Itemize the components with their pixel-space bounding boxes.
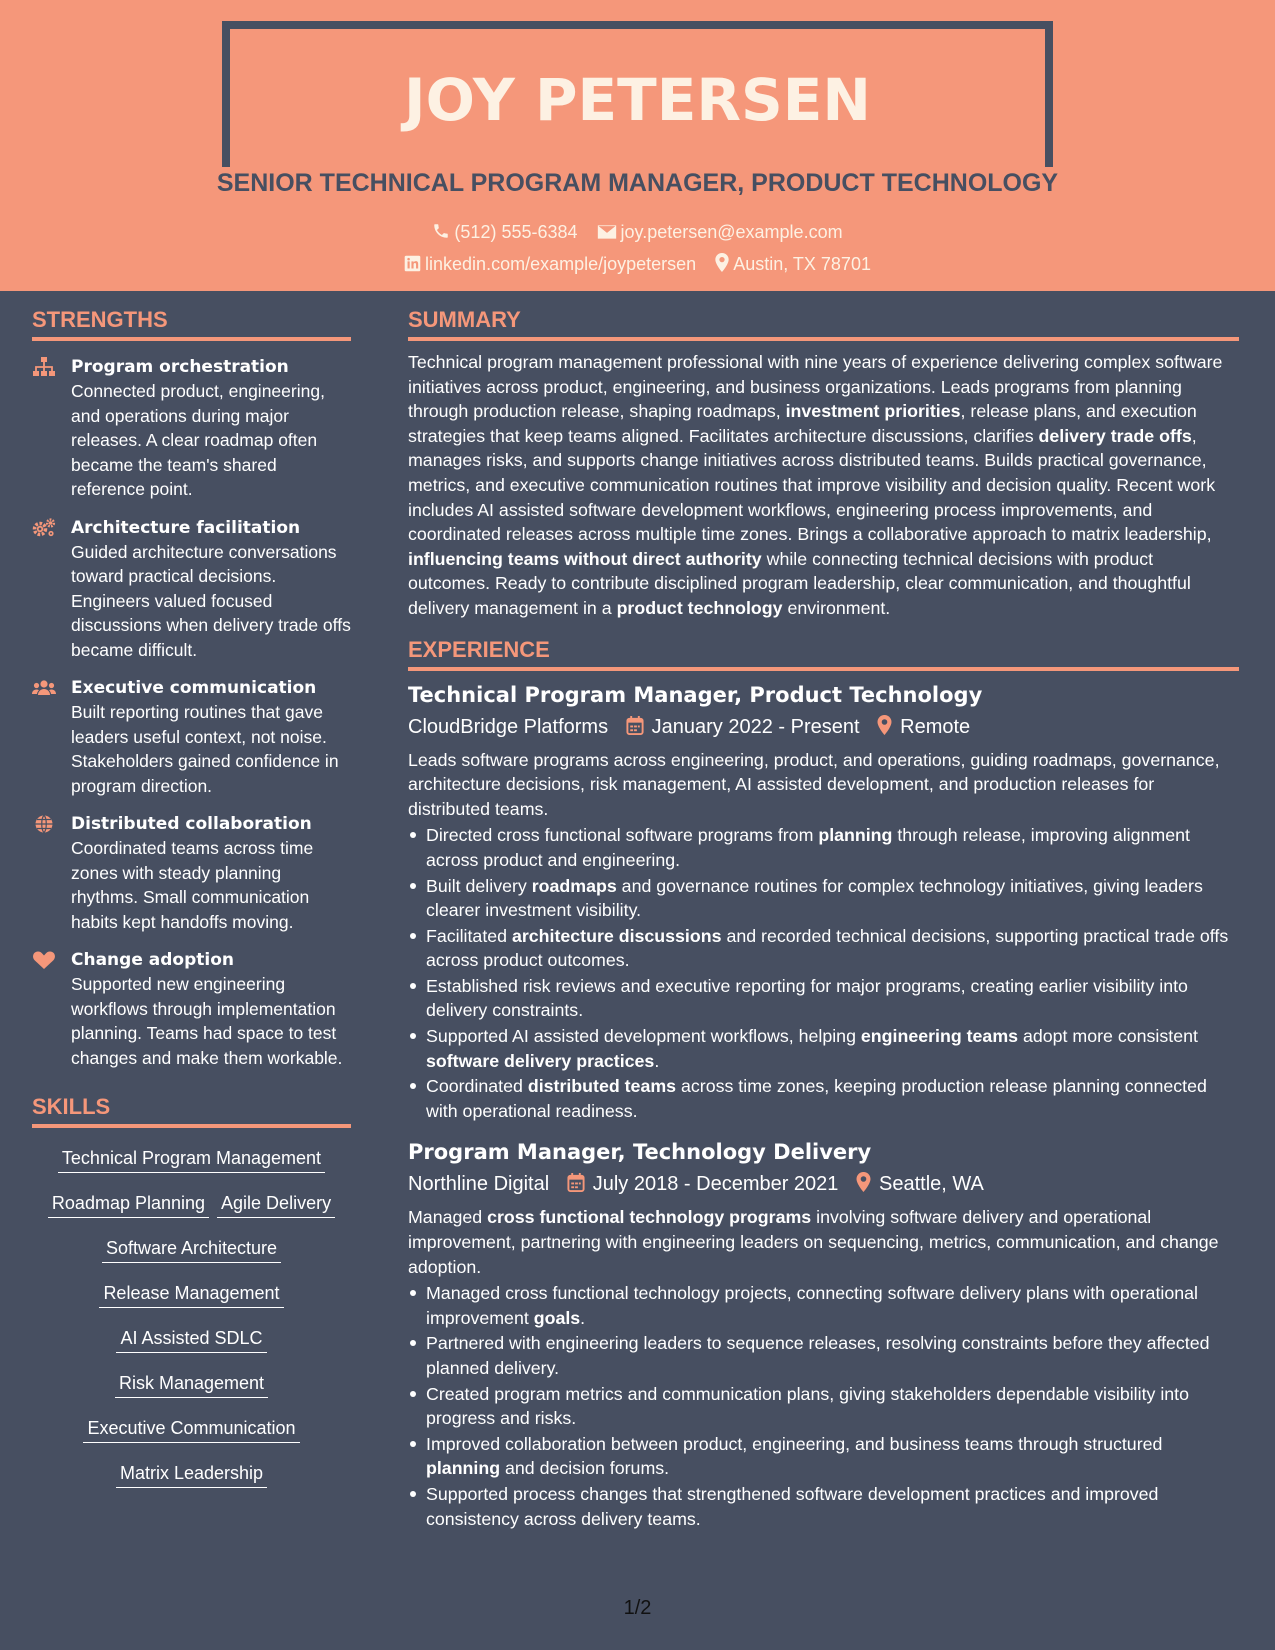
skill-tag: Risk Management	[115, 1371, 268, 1398]
phone-text: (512) 555-6384	[454, 222, 578, 242]
skills-list	[32, 1128, 351, 1488]
bold-phrase: goals	[533, 1307, 581, 1328]
skill-row	[32, 1416, 351, 1443]
sitemap-icon	[32, 357, 56, 377]
experience-heading: EXPERIENCE	[408, 635, 1239, 671]
text-run: Coordinated	[426, 1076, 528, 1097]
job-bullets	[408, 1281, 1239, 1531]
map-pin-icon	[877, 715, 892, 735]
skill-tag: Executive Communication	[83, 1416, 299, 1443]
skill-row	[32, 1461, 351, 1488]
text-run: Managed	[408, 1207, 488, 1228]
text-run: Facilitated	[426, 925, 512, 946]
job-dates	[626, 712, 860, 742]
bold-phrase: planning	[818, 825, 893, 846]
skill-tag: Technical Program Management	[58, 1146, 325, 1173]
phone-contact[interactable]	[432, 219, 577, 245]
text-run: and recorded technical decisions, supporting practical trade offs across product outcomes.	[426, 925, 1229, 971]
skill-row	[32, 1146, 351, 1173]
job-location-text: Remote	[900, 715, 971, 738]
globe-icon	[32, 814, 56, 834]
strength-title: Change adoption	[71, 950, 234, 970]
company-name: CloudBridge Platforms	[408, 715, 609, 738]
job-bullet	[408, 1074, 1239, 1123]
job-dates	[567, 1169, 839, 1199]
text-run: Supported AI assisted development workflows, helping	[426, 1026, 861, 1047]
strength-text: Connected product, engineering, and operations during major releases. A clear roadmap often became the team's shared reference point.	[71, 381, 325, 499]
job-bullet	[408, 974, 1239, 1023]
skill-tag: AI Assisted SDLC	[116, 1326, 266, 1353]
text-run: Leads software programs across engineering, product, and operations, guiding roadmaps, governance, architecture decisions, risk management, AI assisted development, and production releases for distributed teams.	[408, 749, 1220, 819]
email-text: joy.petersen@example.com	[620, 222, 843, 242]
map-pin-icon	[856, 1172, 871, 1192]
candidate-headline: SENIOR TECHNICAL PROGRAM MANAGER, PRODUCT TECHNOLOGY	[216, 169, 1059, 197]
text-run: and decision forums.	[500, 1458, 670, 1479]
email-contact[interactable]	[597, 219, 843, 245]
bold-phrase: distributed teams	[527, 1076, 677, 1097]
job-entry	[408, 1137, 1239, 1531]
job-location	[877, 712, 970, 742]
text-run: Directed cross functional software programs from	[426, 825, 819, 846]
job-bullet	[408, 1382, 1239, 1431]
location-contact	[715, 251, 871, 277]
job-meta	[408, 712, 1239, 742]
skill-row	[32, 1326, 351, 1353]
skill-tag: Roadmap Planning	[48, 1191, 209, 1218]
page-number: 1/2	[623, 1597, 652, 1619]
linkedin-icon	[404, 255, 421, 272]
skill-tag: Release Management	[99, 1281, 283, 1308]
bold-phrase: delivery trade offs	[1038, 425, 1192, 446]
text-run: Technical program management professional with nine years of experience delivering complex software initiatives across product, engineering, and business organizations. Leads programs from planning through production release, shaping roadmaps,	[408, 352, 1223, 422]
job-bullet	[408, 1432, 1239, 1481]
text-run: Partnered with engineering leaders to sequence releases, resolving constraints before they affected planned delivery.	[426, 1333, 1210, 1378]
strength-item	[32, 948, 351, 1070]
text-run: Established risk reviews and executive reporting for major programs, creating earlier visibility into delivery constraints.	[426, 975, 1188, 1021]
bold-phrase: investment priorities	[785, 401, 961, 422]
strength-title: Executive communication	[71, 678, 317, 698]
job-title: Technical Program Manager, Product Technology	[408, 682, 983, 707]
company-name: Northline Digital	[408, 1173, 550, 1196]
summary-text	[408, 350, 1239, 621]
text-run: , manages risks, and supports change initiatives across distributed teams. Builds practical governance, metrics, and executive communication routines that improve visibility and decision quality. Recent work includes AI assisted software development workflows, engineering process improvements, and coordinated releases across multiple time zones. Brings a collaborative approach to matrix leadership,	[408, 425, 1216, 545]
job-bullet	[408, 1281, 1239, 1330]
strength-title: Distributed collaboration	[71, 814, 312, 834]
bold-phrase: planning	[426, 1458, 501, 1479]
text-run: Supported process changes that strengthened software development practices and improved consistency across delivery teams.	[426, 1483, 1159, 1529]
bold-phrase: influencing teams without direct authority	[408, 548, 762, 569]
map-pin-icon	[715, 253, 729, 272]
strength-item	[32, 516, 351, 663]
left-column	[32, 305, 351, 1488]
bold-phrase: software delivery practices	[426, 1050, 655, 1071]
envelope-icon	[597, 224, 617, 240]
summary-heading: SUMMARY	[408, 305, 1239, 341]
linkedin-text: linkedin.com/example/joypetersen	[425, 254, 697, 274]
skills-heading: SKILLS	[32, 1092, 351, 1128]
contact-row-1	[0, 219, 1275, 245]
skill-tag: Matrix Leadership	[116, 1461, 267, 1488]
strength-text: Supported new engineering workflows through implementation planning. Teams had space to test changes and make them workable.	[71, 974, 343, 1068]
job-bullet	[408, 1024, 1239, 1073]
calendar-icon	[626, 716, 644, 735]
text-run: environment.	[782, 597, 891, 618]
skill-tag: Agile Delivery	[217, 1191, 335, 1218]
strength-item	[32, 676, 351, 798]
job-description	[408, 748, 1239, 822]
text-run: .	[654, 1050, 660, 1071]
skill-row	[32, 1191, 351, 1218]
bold-phrase: cross functional technology programs	[487, 1207, 812, 1228]
strengths-heading: STRENGTHS	[32, 305, 351, 341]
skill-row	[32, 1236, 351, 1263]
bold-phrase: roadmaps	[531, 875, 617, 896]
contact-row-2	[0, 251, 1275, 277]
bold-phrase: product technology	[616, 597, 783, 618]
text-run: Built delivery	[426, 875, 532, 896]
strength-item	[32, 812, 351, 934]
text-run: across time zones, keeping production release planning connected with operational readiness.	[426, 1076, 1207, 1121]
users-icon	[32, 678, 56, 698]
bold-phrase: architecture discussions	[511, 925, 722, 946]
job-bullet	[408, 1482, 1239, 1531]
job-title: Program Manager, Technology Delivery	[408, 1140, 872, 1165]
job-bullet	[408, 874, 1239, 923]
resume-header	[0, 0, 1275, 291]
strength-item	[32, 355, 351, 502]
phone-icon	[432, 222, 450, 240]
heart-icon	[32, 950, 56, 970]
skill-row	[32, 1281, 351, 1308]
text-run: Created program metrics and communication plans, giving stakeholders dependable visibility into progress and risks.	[426, 1383, 1190, 1429]
right-column	[408, 305, 1239, 1532]
text-run: and governance routines for complex technology initiatives, giving leaders clearer investment visibility.	[426, 875, 1203, 921]
job-dates-text: January 2022 - Present	[651, 715, 860, 738]
strength-text: Guided architecture conversations toward practical decisions. Engineers valued focused discussions when delivery trade offs became difficult.	[71, 541, 351, 660]
candidate-name: JOY PETERSEN	[404, 66, 871, 134]
job-bullet	[408, 924, 1239, 973]
text-run: through release, improving alignment across product and engineering.	[426, 825, 1190, 870]
strength-title: Architecture facilitation	[71, 517, 301, 538]
gears-icon	[32, 518, 56, 538]
job-bullet	[408, 823, 1239, 872]
job-bullet	[408, 1331, 1239, 1380]
job-location	[856, 1169, 984, 1199]
strength-title: Program orchestration	[71, 357, 289, 377]
text-run: while connecting technical decisions with product outcomes. Ready to contribute disciplined program leadership, clear communication, and thoughtful delivery management in a	[408, 548, 1191, 618]
calendar-icon	[567, 1173, 585, 1192]
job-bullets	[408, 823, 1239, 1123]
skill-row	[32, 1371, 351, 1398]
bold-phrase: engineering teams	[860, 1026, 1019, 1047]
job-meta	[408, 1169, 1239, 1199]
strength-text: Built reporting routines that gave leaders useful context, not noise. Stakeholders gained confidence in program direction.	[71, 702, 339, 796]
job-description	[408, 1205, 1239, 1279]
text-run: .	[580, 1307, 586, 1328]
text-run: adopt more consistent	[1018, 1026, 1198, 1047]
text-run: Managed cross functional technology projects, connecting software delivery plans with operational improvement	[426, 1283, 1198, 1328]
text-run: Improved collaboration between product, engineering, and business teams through structured	[426, 1433, 1163, 1454]
job-location-text: Seattle, WA	[879, 1173, 984, 1196]
strength-text: Coordinated teams across time zones with steady planning rhythms. Small communication habits kept handoffs moving.	[71, 838, 314, 932]
job-dates-text: July 2018 - December 2021	[592, 1173, 839, 1196]
job-entry	[408, 680, 1239, 1124]
skill-tag: Software Architecture	[102, 1236, 281, 1263]
text-run: involving software delivery and operational improvement, partnering with engineering leaders on sequencing, metrics, communication, and change adoption.	[408, 1207, 1219, 1277]
location-text: Austin, TX 78701	[733, 254, 871, 274]
text-run: , release plans, and execution strategies that keep teams aligned. Facilitates architecture discussions, clarifies	[408, 401, 1197, 446]
linkedin-contact[interactable]	[404, 251, 696, 277]
